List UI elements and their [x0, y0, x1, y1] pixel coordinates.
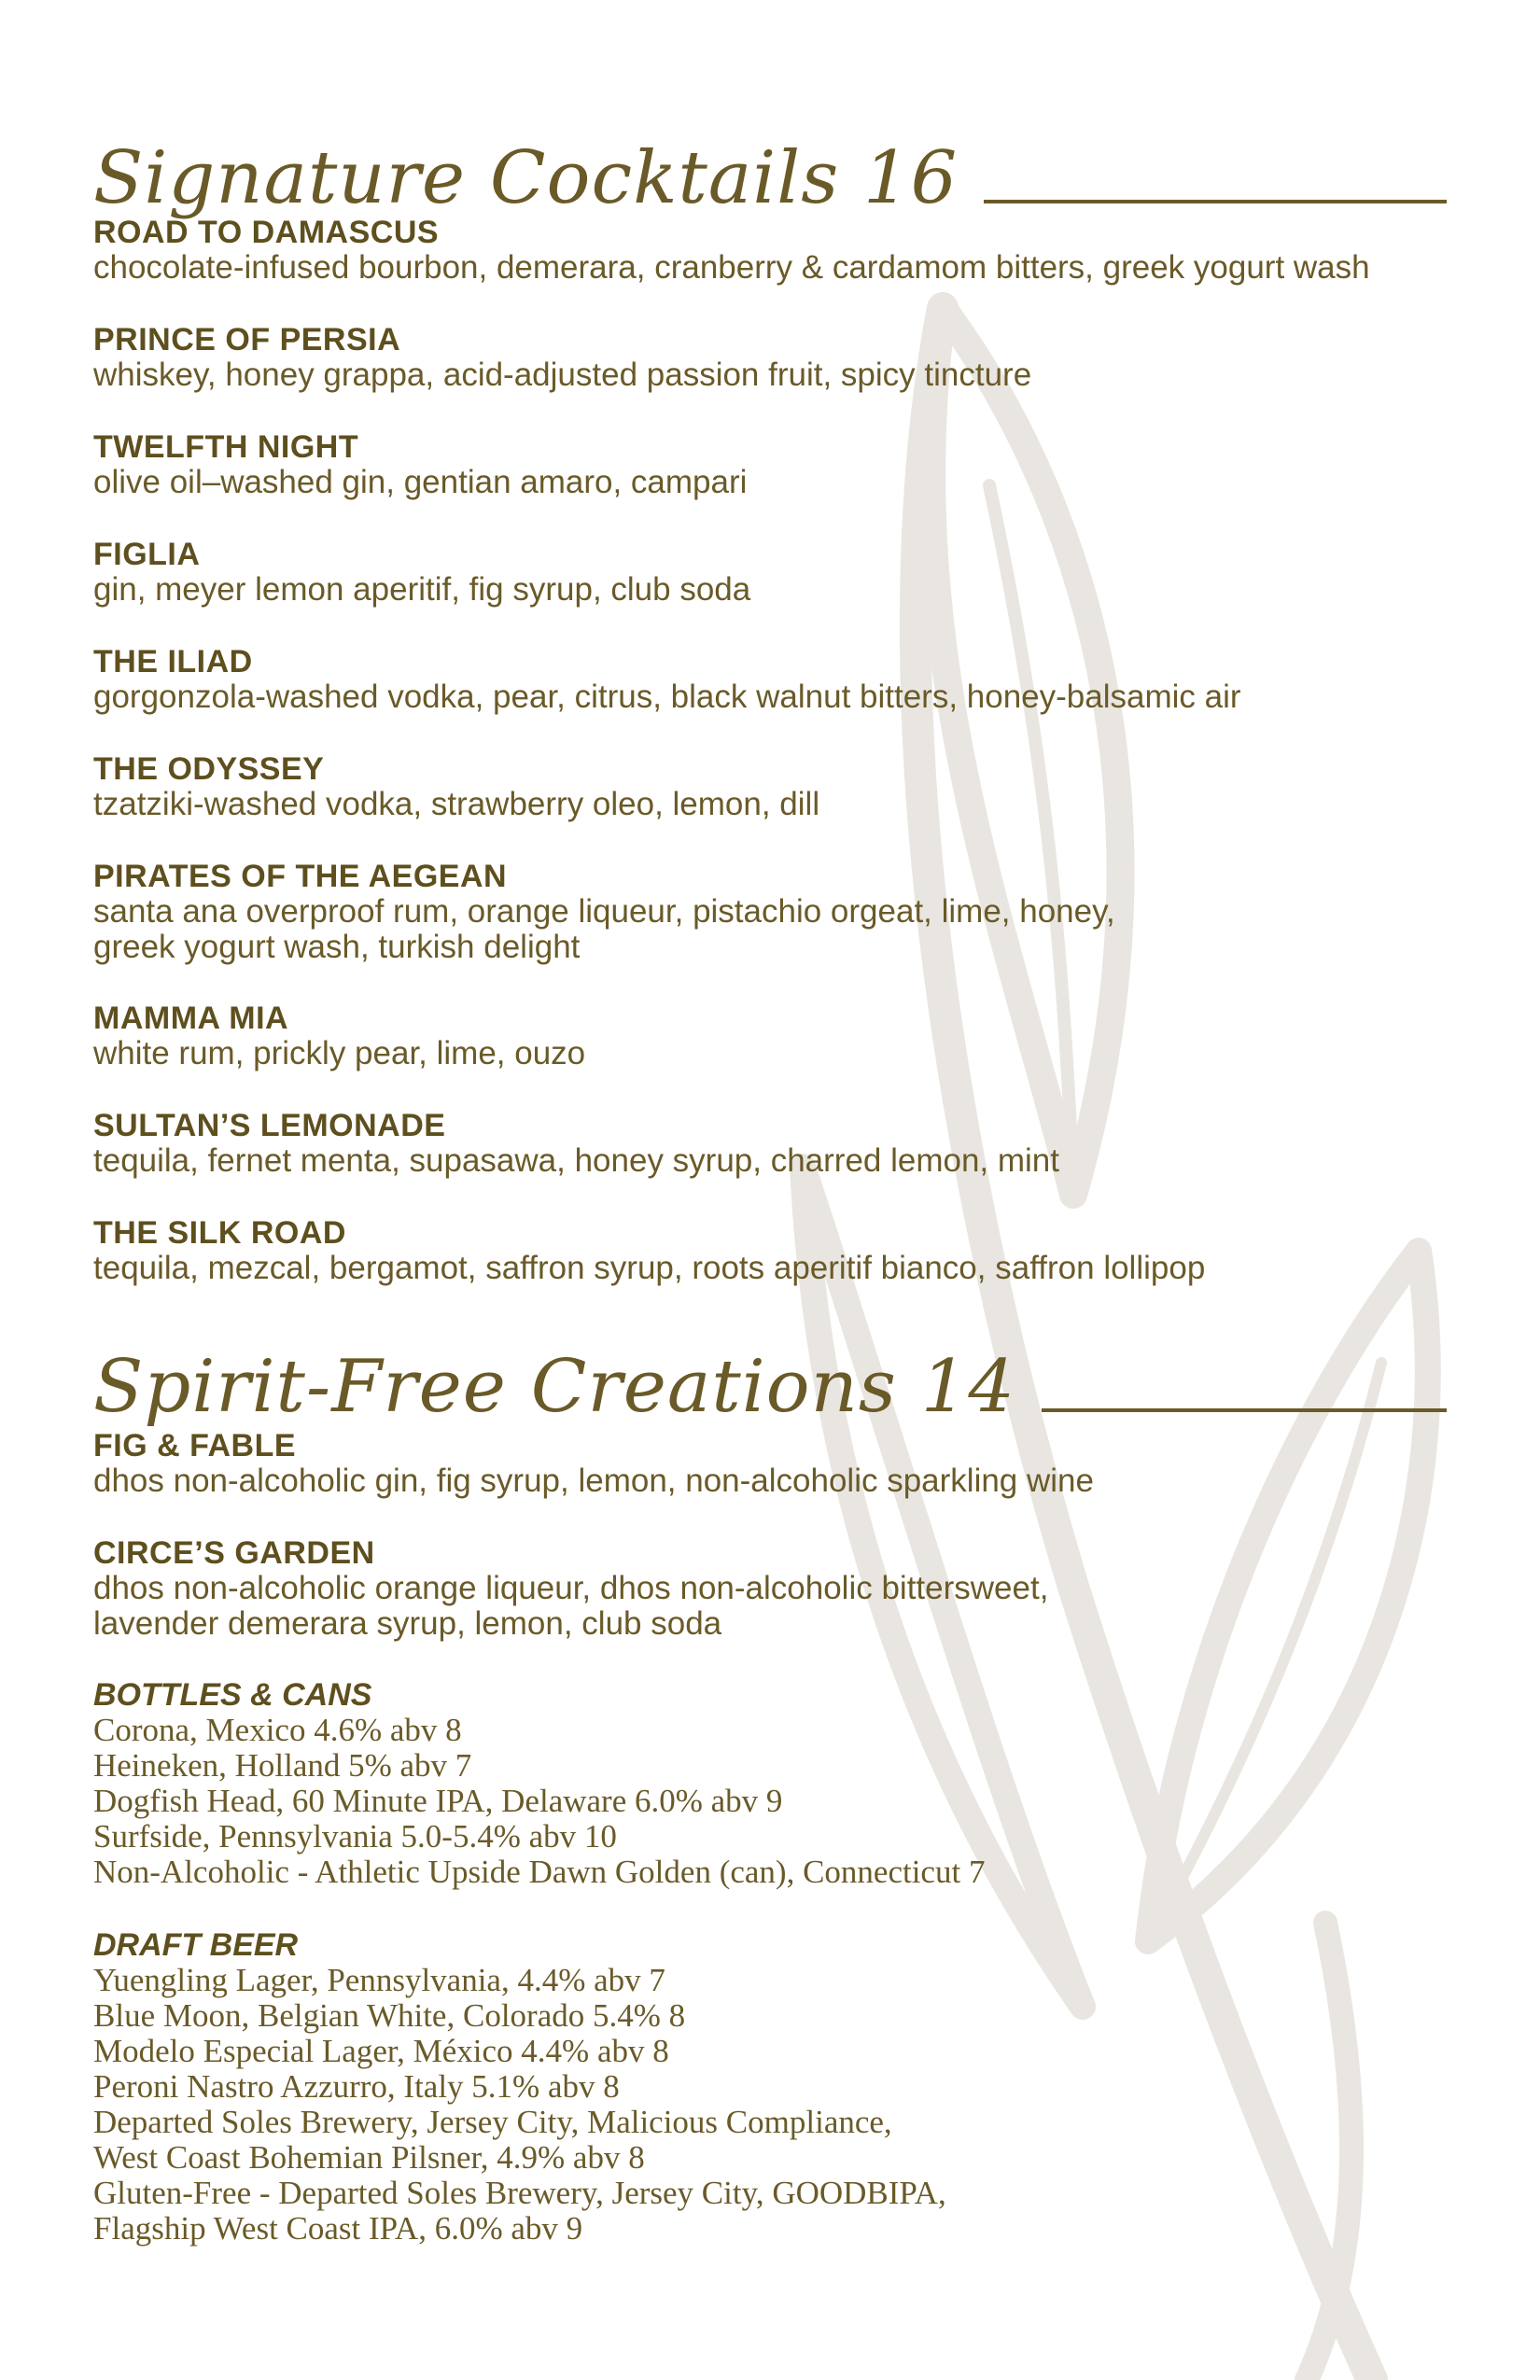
item-description: white rum, prickly pear, lime, ouzo: [93, 1035, 586, 1071]
spirit-free-title-rule: [1042, 1408, 1447, 1412]
item-name: ROAD TO DAMASCUS: [93, 215, 440, 250]
beer-line: Surfside, Pennsylvania 5.0-5.4% abv 10: [93, 1818, 617, 1855]
item-name: PIRATES OF THE AEGEAN: [93, 859, 508, 894]
item-description: dhos non-alcoholic orange liqueur, dhos non-alcoholic bittersweet, lavender demerara syrup, lemon, club soda: [93, 1570, 1049, 1642]
item-description: whiskey, honey grappa, acid-adjusted passion fruit, spicy tincture: [93, 357, 1032, 393]
item-name: THE SILK ROAD: [93, 1215, 346, 1251]
menu-item: [93, 1215, 1447, 1286]
item-name: TWELFTH NIGHT: [93, 429, 359, 465]
item-description: olive oil–washed gin, gentian amaro, campari: [93, 464, 748, 500]
menu-item: [93, 1428, 1447, 1499]
menu-item: [93, 1535, 1447, 1642]
beer-line: Heineken, Holland 5% abv 7: [93, 1747, 472, 1784]
item-description: gorgonzola-washed vodka, pear, citrus, black walnut bitters, honey-balsamic air: [93, 679, 1241, 715]
item-description: dhos non-alcoholic gin, fig syrup, lemon, non-alcoholic sparkling wine: [93, 1463, 1094, 1499]
item-description: gin, meyer lemon aperitif, fig syrup, club soda: [93, 571, 751, 608]
menu-item: [93, 751, 1447, 822]
item-name: MAMMA MIA: [93, 1001, 289, 1036]
menu-item: [93, 859, 1447, 965]
menu-item: [93, 644, 1447, 715]
beer-line: Non-Alcoholic - Athletic Upside Dawn Golden (can), Connecticut 7: [93, 1854, 986, 1890]
item-description: tzatziki-washed vodka, strawberry oleo, lemon, dill: [93, 786, 820, 822]
draft-section: [93, 1927, 1447, 2247]
menu-item: [93, 1108, 1447, 1179]
beer-line: Dogfish Head, 60 Minute IPA, Delaware 6.0% abv 9: [93, 1783, 783, 1819]
menu-item: [93, 537, 1447, 608]
item-name: THE ILIAD: [93, 644, 253, 679]
beer-line: Blue Moon, Belgian White, Colorado 5.4% 8: [93, 1997, 686, 2034]
beer-line: Departed Soles Brewery, Jersey City, Malicious Compliance,: [93, 2104, 892, 2140]
cocktails-title: Signature Cocktails 16: [93, 136, 959, 220]
beer-line: Peroni Nastro Azzurro, Italy 5.1% abv 8: [93, 2068, 620, 2105]
beer-line: Corona, Mexico 4.6% abv 8: [93, 1712, 462, 1748]
item-name: THE ODYSSEY: [93, 751, 325, 787]
beer-line: Yuengling Lager, Pennsylvania, 4.4% abv 7: [93, 1962, 665, 1998]
beer-line: Modelo Especial Lager, México 4.4% abv 8: [93, 2033, 669, 2069]
beer-line: Gluten-Free - Departed Soles Brewery, Jersey City, GOODBIPA,: [93, 2175, 946, 2211]
cocktails-header: [93, 112, 1447, 220]
item-description: tequila, fernet menta, supasawa, honey syrup, charred lemon, mint: [93, 1142, 1059, 1179]
menu-item: [93, 215, 1447, 286]
menu-item: [93, 429, 1447, 500]
item-description: tequila, mezcal, bergamot, saffron syrup, roots aperitif bianco, saffron lollipop: [93, 1250, 1206, 1286]
bottles-section: [93, 1677, 1447, 1890]
spirit-free-header: [93, 1321, 1447, 1429]
item-name: FIGLIA: [93, 537, 201, 572]
beer-line: Flagship West Coast IPA, 6.0% abv 9: [93, 2210, 583, 2247]
beer-line: West Coast Bohemian Pilsner, 4.9% abv 8: [93, 2139, 645, 2176]
bottles-heading: BOTTLES & CANS: [93, 1677, 372, 1713]
item-name: FIG & FABLE: [93, 1428, 297, 1463]
cocktails-title-rule: [984, 200, 1447, 203]
item-name: PRINCE OF PERSIA: [93, 322, 401, 357]
spirit-free-title: Spirit-Free Creations 14: [93, 1345, 1015, 1429]
item-description: chocolate-infused bourbon, demerara, cranberry & cardamom bitters, greek yogurt wash: [93, 249, 1370, 286]
draft-heading: DRAFT BEER: [93, 1927, 299, 1963]
menu-item: [93, 1001, 1447, 1071]
item-description: santa ana overproof rum, orange liqueur, pistachio orgeat, lime, honey, greek yogurt wash, turkish delight: [93, 893, 1115, 965]
menu-item: [93, 322, 1447, 393]
item-name: SULTAN’S LEMONADE: [93, 1108, 446, 1143]
item-name: CIRCE’S GARDEN: [93, 1535, 375, 1571]
